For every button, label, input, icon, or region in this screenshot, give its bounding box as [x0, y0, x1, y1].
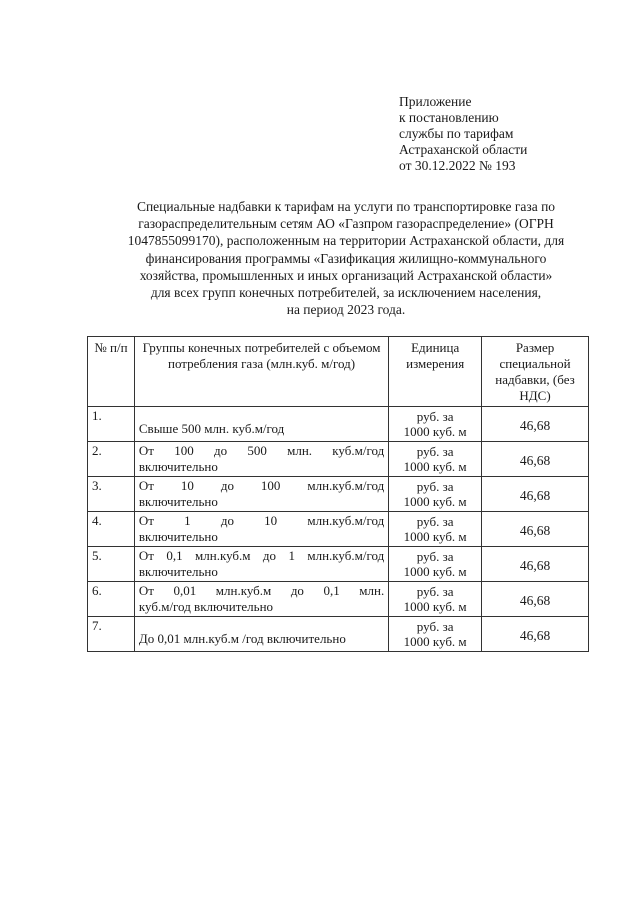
row-value: 46,68	[482, 442, 589, 477]
row-group-line: От 0,1 млн.куб.м до 1 млн.куб.м/год	[138, 548, 385, 563]
row-group-line: От 10 до 100 млн.куб.м/год	[138, 478, 385, 493]
row-group	[134, 512, 388, 547]
row-group-line: От 100 до 500 млн. куб.м/год	[138, 443, 385, 458]
row-number: 2.	[88, 442, 135, 477]
row-unit-line: 1000 куб. м	[403, 459, 467, 474]
row-group-line: куб.м/год включительно	[138, 599, 274, 614]
appendix-line: к постановлению	[399, 110, 499, 125]
row-number: 5.	[88, 547, 135, 582]
appendix-block	[399, 94, 527, 174]
row-number: 1.	[88, 407, 135, 442]
row-group-line: От 1 до 10 млн.куб.м/год	[138, 513, 385, 528]
title-line: на период 2023 года.	[286, 302, 406, 318]
row-unit	[389, 442, 482, 477]
row-value: 46,68	[482, 477, 589, 512]
row-value: 46,68	[482, 547, 589, 582]
appendix-line: от 30.12.2022 № 193	[399, 158, 516, 173]
title-line: для всех групп конечных потребителей, за исключением населения,	[150, 285, 542, 301]
table-row	[88, 442, 589, 477]
header-value: Размер специальной надбавки, (без НДС)	[482, 337, 589, 407]
title-line: Специальные надбавки к тарифам на услуги по транспортировке газа по	[136, 199, 556, 214]
row-group-line: От 0,01 млн.куб.м до 0,1 млн.	[138, 583, 385, 598]
appendix-line: Астраханской области	[399, 142, 528, 157]
row-value: 46,68	[482, 617, 589, 652]
table-row	[88, 547, 589, 582]
title-line: 1047855099170), расположенным на территории Астраханской области, для	[127, 233, 565, 249]
row-group-line: Свыше 500 млн. куб.м/год	[138, 421, 285, 436]
title-line: газораспределительным сетям АО «Газпром газораспределение» (ОГРН	[138, 216, 554, 232]
row-unit-line: 1000 куб. м	[403, 424, 467, 439]
document-title	[96, 198, 596, 318]
header-num: № п/п	[88, 337, 135, 407]
row-unit-line: 1000 куб. м	[403, 599, 467, 614]
table-row	[88, 582, 589, 617]
row-unit-line: руб. за	[416, 514, 454, 529]
table-row	[88, 512, 589, 547]
appendix-line: службы по тарифам	[399, 126, 514, 141]
table-row	[88, 407, 589, 442]
row-group	[134, 407, 388, 442]
title-line: хозяйства, промышленных и иных организаций Астраханской области»	[139, 267, 553, 283]
row-value: 46,68	[482, 582, 589, 617]
row-group	[134, 617, 388, 652]
row-group-line: включительно	[138, 564, 218, 579]
row-number: 6.	[88, 582, 135, 617]
header-group: Группы конечных потребителей с объемом потребления газа (млн.куб. м/год)	[134, 337, 388, 407]
table-header-row	[88, 337, 589, 407]
row-value: 46,68	[482, 512, 589, 547]
row-unit-line: 1000 куб. м	[403, 494, 467, 509]
row-unit-line: руб. за	[416, 444, 454, 459]
row-group	[134, 547, 388, 582]
row-group-line: включительно	[138, 494, 218, 509]
row-group	[134, 442, 388, 477]
row-unit-line: 1000 куб. м	[403, 529, 467, 544]
row-unit-line: руб. за	[416, 619, 454, 634]
row-group-line: До 0,01 млн.куб.м /год включительно	[138, 631, 346, 646]
table-row	[88, 477, 589, 512]
row-unit-line: руб. за	[416, 409, 454, 424]
row-group-line: включительно	[138, 529, 218, 544]
row-group-line: включительно	[138, 459, 218, 474]
title-line: финансирования программы «Газификация жилищно-коммунального	[145, 250, 547, 266]
row-unit	[389, 617, 482, 652]
table-row	[88, 617, 589, 652]
row-number: 4.	[88, 512, 135, 547]
row-unit-line: руб. за	[416, 584, 454, 599]
row-group	[134, 582, 388, 617]
row-unit	[389, 477, 482, 512]
row-group	[134, 477, 388, 512]
row-unit-line: 1000 куб. м	[403, 564, 467, 579]
surcharge-table	[87, 336, 589, 652]
row-unit	[389, 547, 482, 582]
appendix-line: Приложение	[399, 94, 472, 109]
row-unit	[389, 512, 482, 547]
row-number: 7.	[88, 617, 135, 652]
row-unit-line: руб. за	[416, 479, 454, 494]
row-unit-line: руб. за	[416, 549, 454, 564]
row-unit-line: 1000 куб. м	[403, 634, 467, 649]
header-unit: Единица измерения	[389, 337, 482, 407]
row-unit	[389, 407, 482, 442]
row-value: 46,68	[482, 407, 589, 442]
row-unit	[389, 582, 482, 617]
row-number: 3.	[88, 477, 135, 512]
